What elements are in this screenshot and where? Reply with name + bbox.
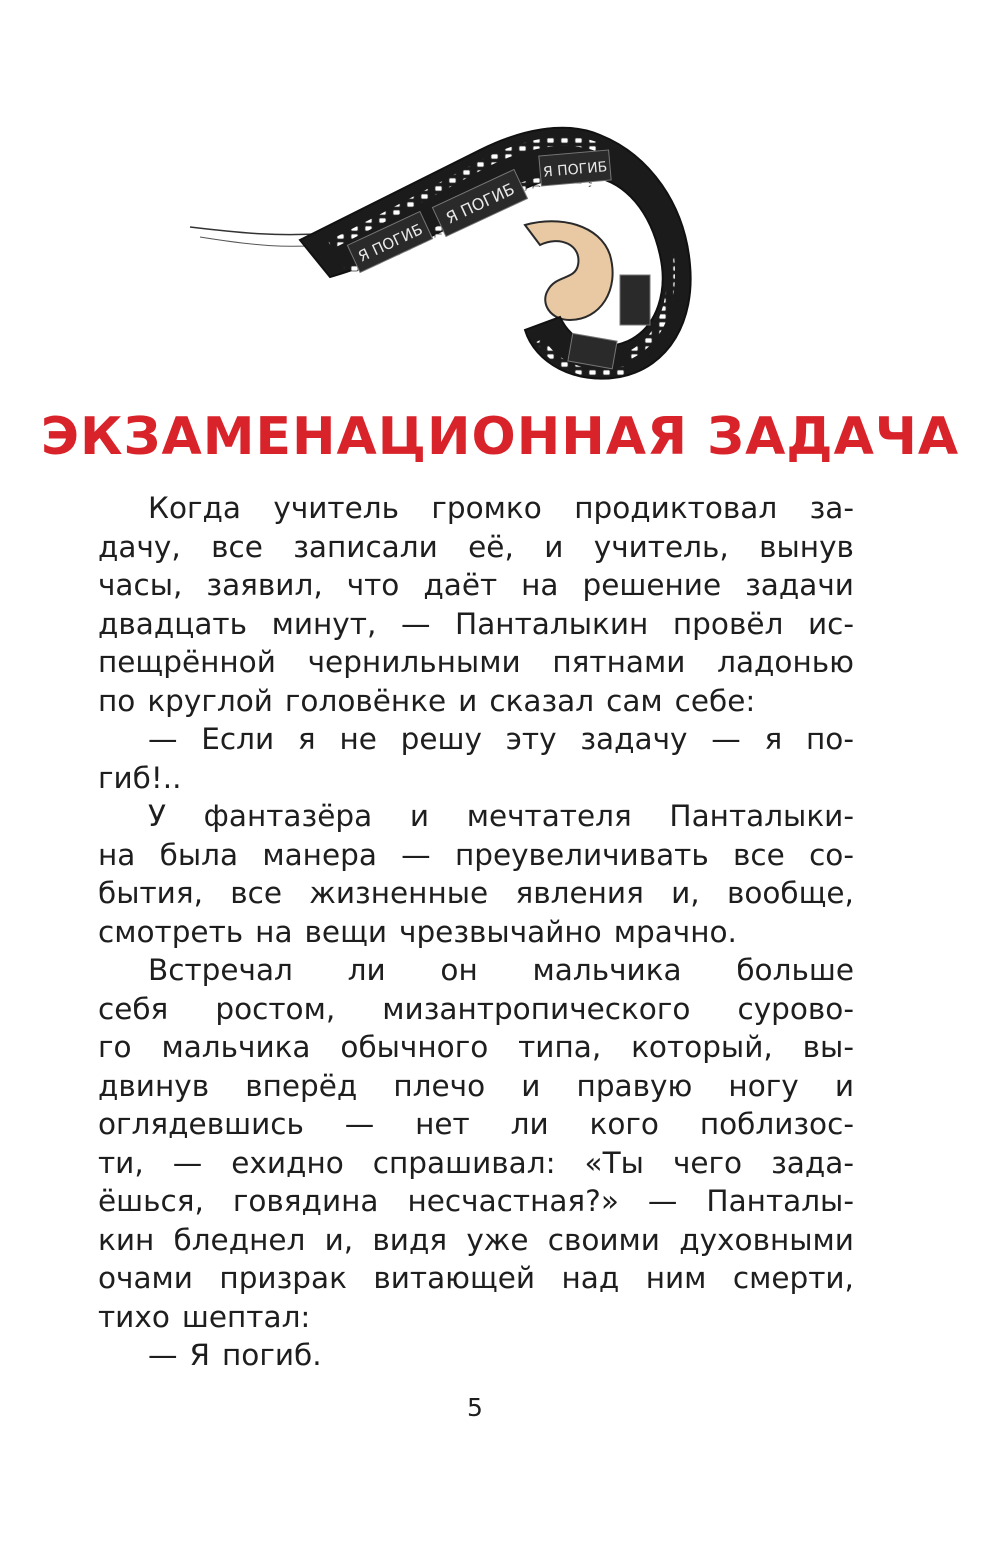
text-line: пещрённой чернильными пятнами ладонью bbox=[98, 645, 854, 679]
film-curl-back bbox=[525, 221, 613, 320]
text-line: ёшься, говядина несчастная?» — Панталы- bbox=[98, 1184, 854, 1218]
text-line: го мальчика обычного типа, который, вы- bbox=[98, 1030, 854, 1064]
film-frame-curl bbox=[620, 275, 650, 325]
text-line: дачу, все записали её, и учитель, вынув bbox=[98, 529, 854, 564]
text-line: на была манера — преувеличивать все со- bbox=[98, 837, 854, 872]
body-text bbox=[98, 489, 854, 1375]
text-line: смотреть на вещи чрезвычайно мрачно. bbox=[98, 914, 737, 949]
text-line: часы, заявил, что даёт на решение задачи bbox=[98, 568, 854, 602]
text-line: очами призрак витающей над ним смерти, bbox=[98, 1261, 854, 1295]
text-line: бытия, все жизненные явления и, вообще, bbox=[98, 876, 854, 910]
text-line: тихо шептал: bbox=[98, 1299, 311, 1334]
chapter-title: ЭКЗАМЕНАЦИОННАЯ ЗАДАЧА bbox=[40, 407, 960, 467]
text-line: — Я погиб. bbox=[148, 1338, 322, 1372]
film-tail-line bbox=[190, 227, 330, 235]
frame-text: Я ПОГИБ bbox=[542, 159, 608, 181]
text-line: двадцать минут, — Панталыкин провёл ис- bbox=[98, 606, 854, 641]
text-line: по круглой головёнке и сказал сам себе: bbox=[98, 683, 756, 718]
text-line: Когда учитель громко продиктовал за- bbox=[148, 491, 854, 525]
text-line: себя ростом, мизантропического сурово- bbox=[98, 991, 854, 1026]
text-line: У фантазёра и мечтателя Панталыки- bbox=[148, 799, 854, 833]
text-line: оглядевшись — нет ли кого поблизос- bbox=[98, 1107, 854, 1141]
page-number: 5 bbox=[467, 1393, 483, 1422]
text-line: кин бледнел и, видя уже своими духовными bbox=[98, 1222, 854, 1257]
text-line: двинув вперёд плечо и правую ногу и bbox=[98, 1068, 854, 1103]
text-line: ти, — ехидно спрашивал: «Ты чего зада- bbox=[98, 1145, 854, 1180]
frame-text: Я ПОГИБ bbox=[355, 220, 426, 266]
text-line: — Если я не решу эту задачу — я по- bbox=[148, 722, 854, 756]
text-line: Встречал ли он мальчика больше bbox=[148, 953, 854, 987]
text-line: гиб!.. bbox=[98, 760, 182, 795]
frame-text: Я ПОГИБ bbox=[442, 179, 518, 228]
film-strip-illustration bbox=[180, 105, 720, 390]
